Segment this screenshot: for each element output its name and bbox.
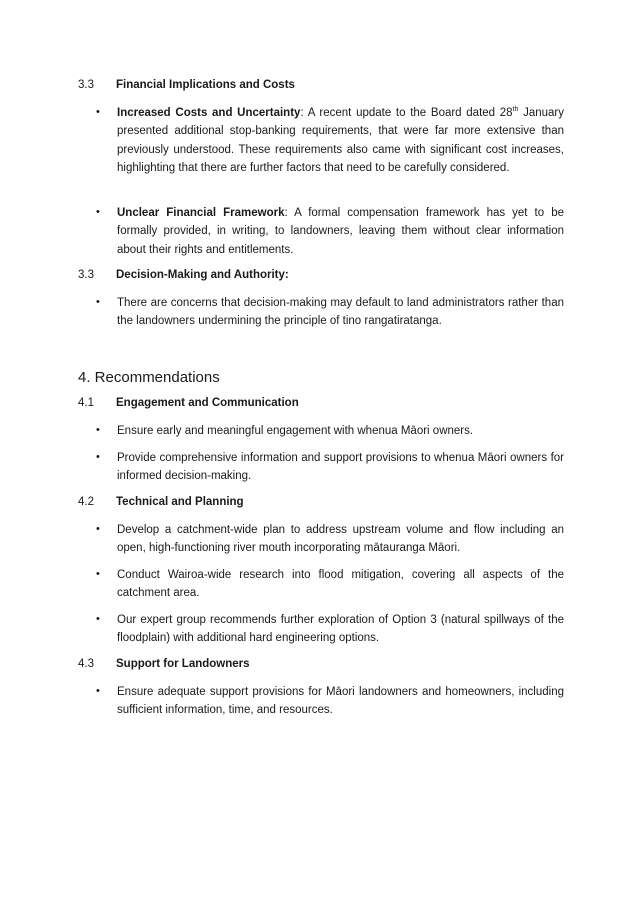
bullet-icon: •	[96, 106, 100, 118]
list-item-landowner-support: Ensure adequate support provisions for Māori landowners and homeowners, including sufficient information, time, and resources.	[117, 686, 564, 717]
item-text: : A recent update to the Board dated 28	[300, 107, 513, 119]
list-item-decision-making: There are concerns that decision-making may default to land administrators rather than the landowners undermining the principle of tino rangatiratanga.	[117, 297, 564, 328]
section-number: 4.1	[78, 397, 94, 409]
section-title: Financial Implications and Costs	[116, 79, 295, 91]
superscript: th	[512, 106, 519, 114]
item-lead: Unclear Financial Framework	[117, 207, 285, 219]
section-number: 3.3	[78, 269, 94, 281]
bullet-icon: •	[96, 613, 100, 625]
section-title: Support for Landowners	[116, 658, 250, 670]
bullet-icon: •	[96, 424, 100, 436]
section-4-3	[78, 658, 250, 670]
section-3-3-financial	[78, 79, 295, 91]
list-item-flood-research: Conduct Wairoa-wide research into flood mitigation, covering all aspects of the catchment area.	[117, 569, 564, 600]
section-title: Decision-Making and Authority:	[116, 269, 289, 281]
section-4-2	[78, 496, 244, 508]
list-item-early-engagement: Ensure early and meaningful engagement with whenua Māori owners.	[117, 425, 474, 437]
item-text-continued: January presented additional stop-banking requirements, that were far more extensive than previously understood. These requirements also came with significant cost increases, highlighting that there are further factors that need to be carefully considered.	[117, 107, 564, 174]
section-number: 4.3	[78, 658, 94, 670]
list-item-comprehensive-information: Provide comprehensive information and support provisions to whenua Māori owners for informed decision-making.	[117, 452, 564, 483]
bullet-icon: •	[96, 568, 100, 580]
bullet-icon: •	[96, 206, 100, 218]
item-text: : A formal compensation framework has yet to be formally provided, in writing, to landowners, leaving them without clear information about their rights and entitlements.	[117, 207, 564, 256]
list-item-option-3: Our expert group recommends further exploration of Option 3 (natural spillways of the floodplain) with additional hard engineering options.	[117, 614, 564, 645]
section-number: 4.2	[78, 496, 94, 508]
bullet-icon: •	[96, 685, 100, 697]
list-item-catchment-plan: Develop a catchment-wide plan to address upstream volume and flow including an open, high-functioning river mouth incorporating mātauranga Māori.	[117, 524, 564, 555]
bullet-icon: •	[96, 451, 100, 463]
section-4-1	[78, 397, 299, 409]
recommendations-heading: 4. Recommendations	[78, 369, 220, 386]
section-3-3-decision-making	[78, 269, 289, 281]
section-title: Engagement and Communication	[116, 397, 299, 409]
section-title: Technical and Planning	[116, 496, 244, 508]
item-lead: Increased Costs and Uncertainty	[117, 107, 301, 119]
bullet-icon: •	[96, 296, 100, 308]
list-item-increased-costs	[117, 104, 564, 177]
section-number: 3.3	[78, 79, 94, 91]
list-item-financial-framework	[117, 204, 564, 259]
bullet-icon: •	[96, 523, 100, 535]
